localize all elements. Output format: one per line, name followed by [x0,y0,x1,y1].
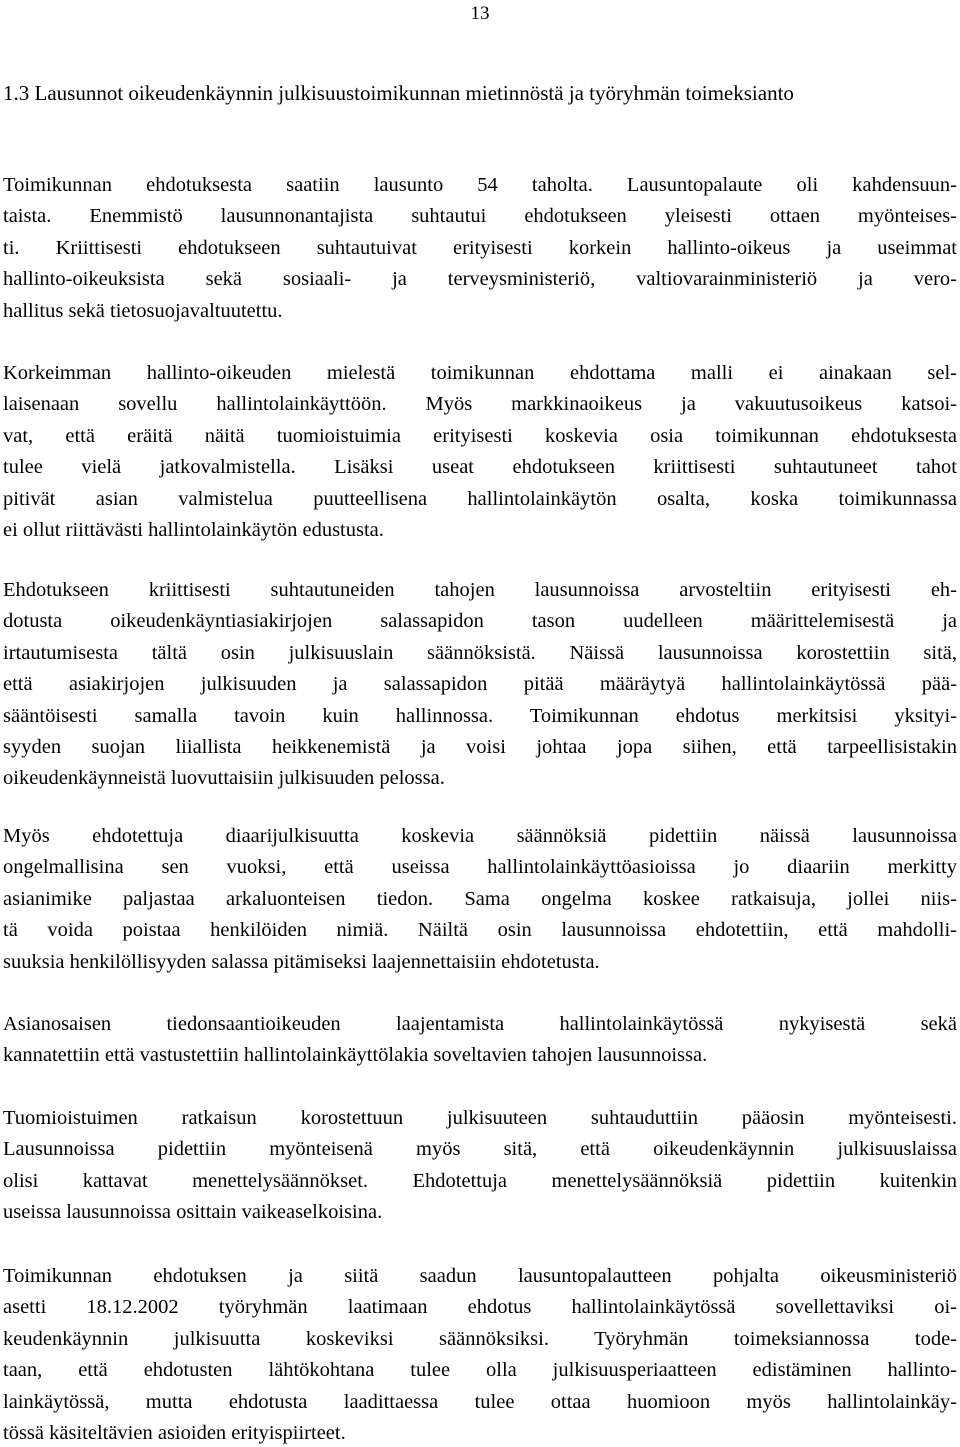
text-line: lainkäytössä, mutta ehdotusta laadittaessa tulee ottaa huomioon myös hallintolainkäy- [3,1390,957,1413]
text-line: irtautumisesta tältä osin julkisuuslain säännöksistä. Näissä lausunnoissa korostettiin sitä, [3,641,957,664]
text-line: asetti 18.12.2002 työryhmän laatimaan ehdotus hallintolainkäytössä sovellettaviksi oi- [3,1296,957,1319]
text-line: oikeudenkäynneistä luovuttaisiin julkisuuden pelossa. [3,767,445,790]
text-line: Toimikunnan ehdotuksen ja siitä saadun lausuntopalautteen pohjalta oikeusministeriö [3,1265,957,1287]
text-line: Asianosaisen tiedonsaantioikeuden laajentamista hallintolainkäytössä nykyisestä sekä [3,1013,957,1035]
text-line: suuksia henkilöllisyyden salassa pitämiseksi laajennettaisiin ehdotetusta. [3,950,600,973]
text-line: että asiakirjojen julkisuuden ja salassapidon pitää määräytyä hallintolainkäytössä pää- [3,673,957,696]
text-line: olisi kattavat menettelysäännökset. Ehdotettuja menettelysäännöksiä pidettiin kuitenkin [3,1169,957,1192]
text-line: laisenaan sovellu hallintolainkäyttöön. Myös markkinaoikeus ja vakuutusoikeus katsoi- [3,393,957,416]
text-line: Ehdotukseen kriittisesti suhtautuneiden tahojen lausunnoissa arvosteltiin erityisesti eh- [3,579,957,601]
text-line: ongelmallisina sen vuoksi, että useissa hallintolainkäyttöasioissa jo diaariin merkitty [3,856,957,879]
text-line: taista. Enemmistö lausunnonantajista suhtautui ehdotukseen yleisesti ottaen myönteises- [3,205,957,228]
text-line: tä voida poistaa henkilöiden nimiä. Näiltä osin lausunnoissa ehdotettiin, että mahdolli- [3,919,957,942]
text-line: ei ollut riittävästi hallintolainkäytön edustusta. [3,519,384,541]
text-line: kannatettiin että vastustettiin hallintolainkäyttölakia soveltavien tahojen lausunnoissa. [3,1044,708,1067]
text-line: useissa lausunnoissa osittain vaikeaselkoisina. [3,1201,383,1224]
text-line: Tuomioistuimen ratkaisun korostettuun julkisuuteen suhtauduttiin pääosin myönteisesti. [3,1107,957,1129]
text-line: vat, että eräitä näitä tuomioistuimia erityisesti koskevia osia toimikunnan ehdotuksesta [3,424,957,447]
section-heading: 1.3 Lausunnot oikeudenkäynnin julkisuustoimikunnan mietinnöstä ja työryhmän toimeksianto [3,81,794,105]
text-line: tössä käsiteltävien asioiden erityispiirteet. [3,1422,346,1444]
text-line: Korkeimman hallinto-oikeuden mielestä toimikunnan ehdottama malli ei ainakaan sel- [3,362,957,384]
text-line: keudenkäynnin julkisuutta koskeviksi säännöksiksi. Työryhmän toimeksiannossa tode- [3,1327,957,1350]
text-line: syyden suojan liiallista heikkenemistä ja voisi johtaa jopa siihen, että tarpeellisistakin [3,736,957,758]
text-line: ti. Kriittisesti ehdotukseen suhtautuivat erityisesti korkein hallinto-oikeus ja useimmat [3,236,957,259]
text-line: dotusta oikeudenkäyntiasiakirjojen salassapidon tason uudelleen määrittelemisestä ja [3,610,957,633]
page-number: 13 [470,3,490,24]
text-line: hallitus sekä tietosuojavaltuutettu. [3,299,283,322]
text-line: hallinto-oikeuksista sekä sosiaali- ja terveysministeriö, valtiovarainministeriö ja vero- [3,268,957,291]
text-line: Myös ehdotettuja diaarijulkisuutta koskevia säännöksiä pidettiin näissä lausunnoissa [3,825,957,847]
text-line: Toimikunnan ehdotuksesta saatiin lausunto 54 taholta. Lausuntopalaute oli kahdensuun- [3,174,957,196]
text-line: pitivät asian valmistelua puutteellisena hallintolainkäytön osalta, koska toimikunnassa [3,487,957,510]
text-line: asianimike paljastaa arkaluonteisen tiedon. Sama ongelma koskee ratkaisuja, jollei niis- [3,887,957,910]
text-line: tulee vielä jatkovalmistella. Lisäksi useat ehdotukseen kriittisesti suhtautuneet tahot [3,456,957,479]
text-line: taan, että ehdotusten lähtökohtana tulee olla julkisuusperiaatteen edistäminen hallinto- [3,1359,957,1382]
text-line: sääntöisesti samalla tavoin kuin hallinnossa. Toimikunnan ehdotus merkitsisi yksityi- [3,704,957,727]
text-line: Lausunnoissa pidettiin myönteisenä myös sitä, että oikeudenkäynnin julkisuuslaissa [3,1138,957,1161]
